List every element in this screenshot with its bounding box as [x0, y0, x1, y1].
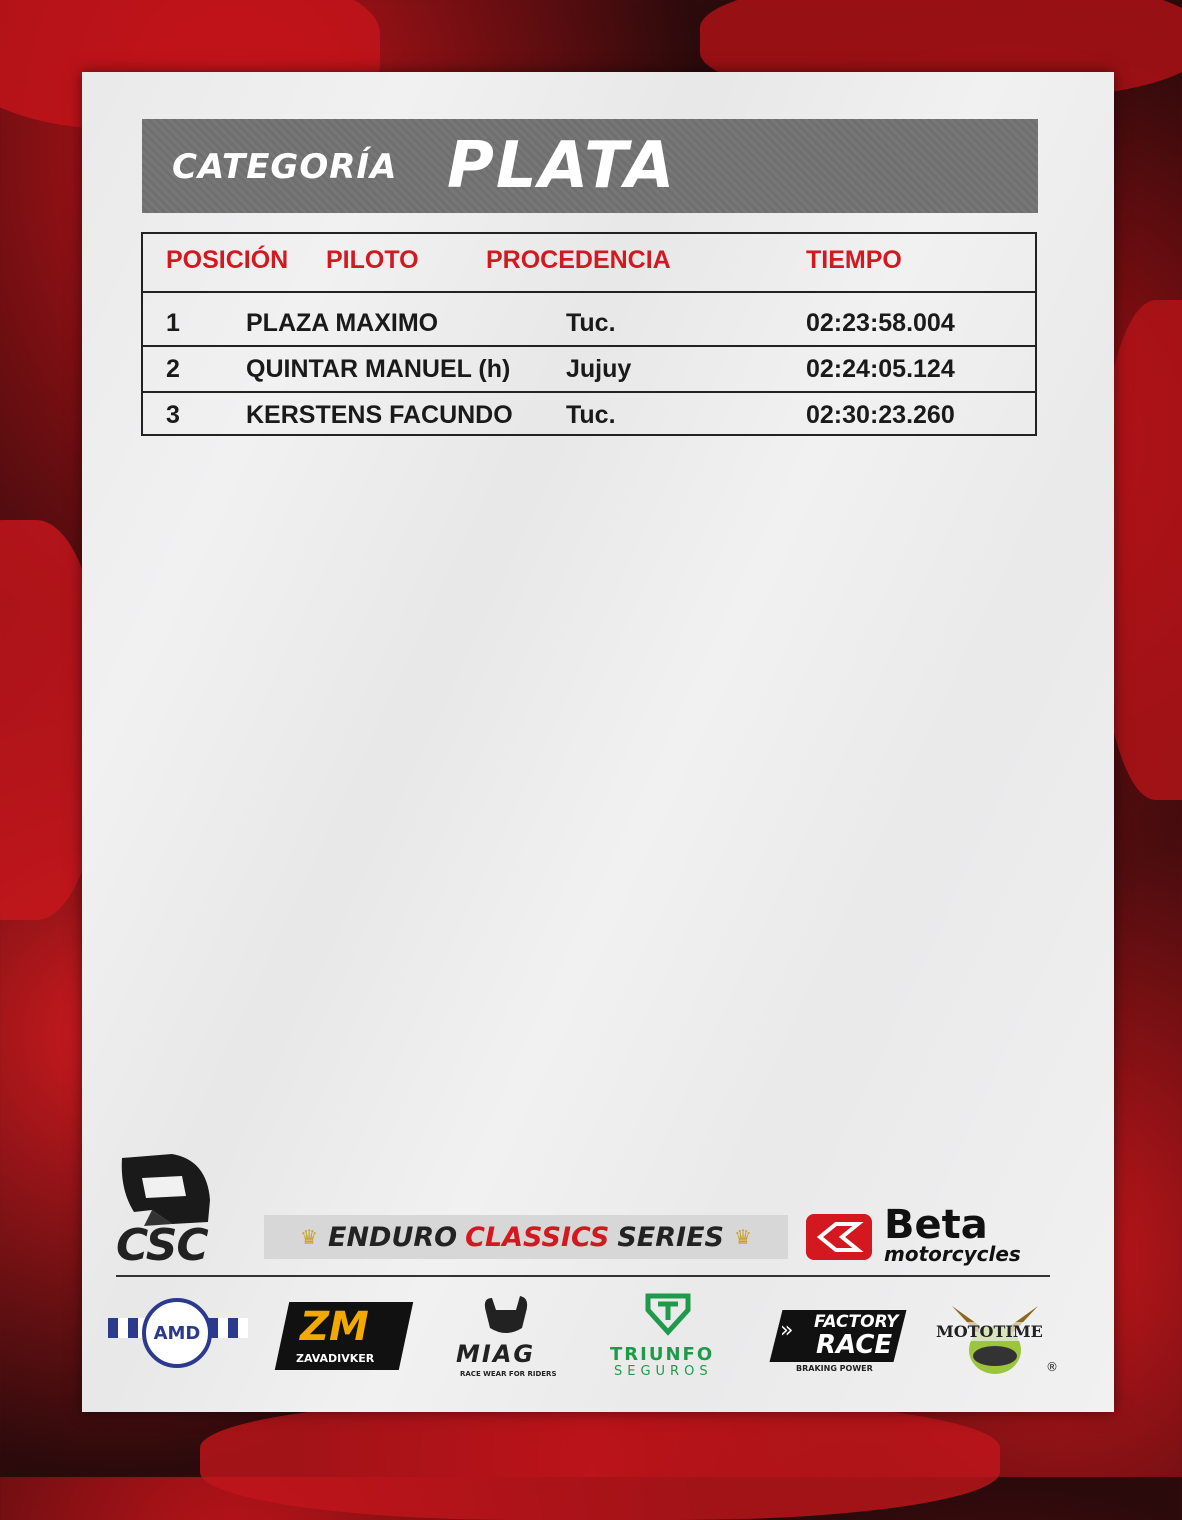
title-category: PLATA — [447, 129, 677, 203]
miag-logo: MIAG RACE WEAR FOR RIDERS — [452, 1292, 560, 1384]
beta-logo: Beta motorcycles — [806, 1212, 1056, 1268]
row-position: 1 — [166, 309, 180, 337]
chevron-right-icon: » — [780, 1318, 794, 1343]
title-prefix: CATEGORÍA — [172, 147, 398, 187]
row-position: 2 — [166, 355, 180, 383]
hand-sign-icon — [476, 1292, 536, 1338]
table-row — [143, 300, 1035, 346]
results-table — [141, 232, 1037, 436]
triunfo-seguros-logo: TRIUNFO SEGUROS — [608, 1292, 732, 1382]
helmet-icon — [112, 1150, 222, 1230]
beta-badge-icon — [806, 1214, 872, 1260]
header-origin: PROCEDENCIA — [486, 246, 671, 274]
registered-icon: ® — [1046, 1360, 1058, 1374]
amd-logo: AMD — [108, 1296, 248, 1372]
title-band — [142, 119, 1038, 213]
table-row — [143, 346, 1035, 392]
row-pilot: KERSTENS FACUNDO — [246, 401, 513, 429]
sponsor-divider — [116, 1275, 1050, 1277]
header-pilot: PILOTO — [326, 246, 419, 274]
zavadivker-logo: ZM ZAVADIVKER — [282, 1302, 406, 1372]
triunfo-shield-icon — [644, 1292, 692, 1336]
row-origin: Jujuy — [566, 355, 632, 383]
factory-race-logo: » FACTORY RACE BRAKING POWER — [768, 1310, 904, 1374]
row-position: 3 — [166, 401, 180, 429]
enduro-classics-series-logo: ♛ ENDURO CLASSICS SERIES ♛ — [264, 1215, 788, 1259]
crown-icon: ♛ — [733, 1225, 752, 1249]
csc-logo: CSC — [112, 1150, 242, 1265]
row-time: 02:30:23.260 — [806, 401, 955, 429]
row-time: 02:23:58.004 — [806, 309, 955, 337]
table-row — [143, 392, 1035, 438]
bg-splat — [200, 1400, 1000, 1520]
row-origin: Tuc. — [566, 309, 616, 337]
crown-icon: ♛ — [300, 1225, 319, 1249]
row-pilot: QUINTAR MANUEL (h) — [246, 355, 511, 383]
header-divider — [143, 291, 1035, 293]
row-time: 02:24:05.124 — [806, 355, 955, 383]
mototime-logo: MOTOTIME ® — [932, 1300, 1062, 1380]
row-pilot: PLAZA MAXIMO — [246, 309, 439, 337]
row-origin: Tuc. — [566, 401, 616, 429]
header-time: TIEMPO — [806, 246, 902, 274]
header-position: POSICIÓN — [166, 246, 289, 274]
